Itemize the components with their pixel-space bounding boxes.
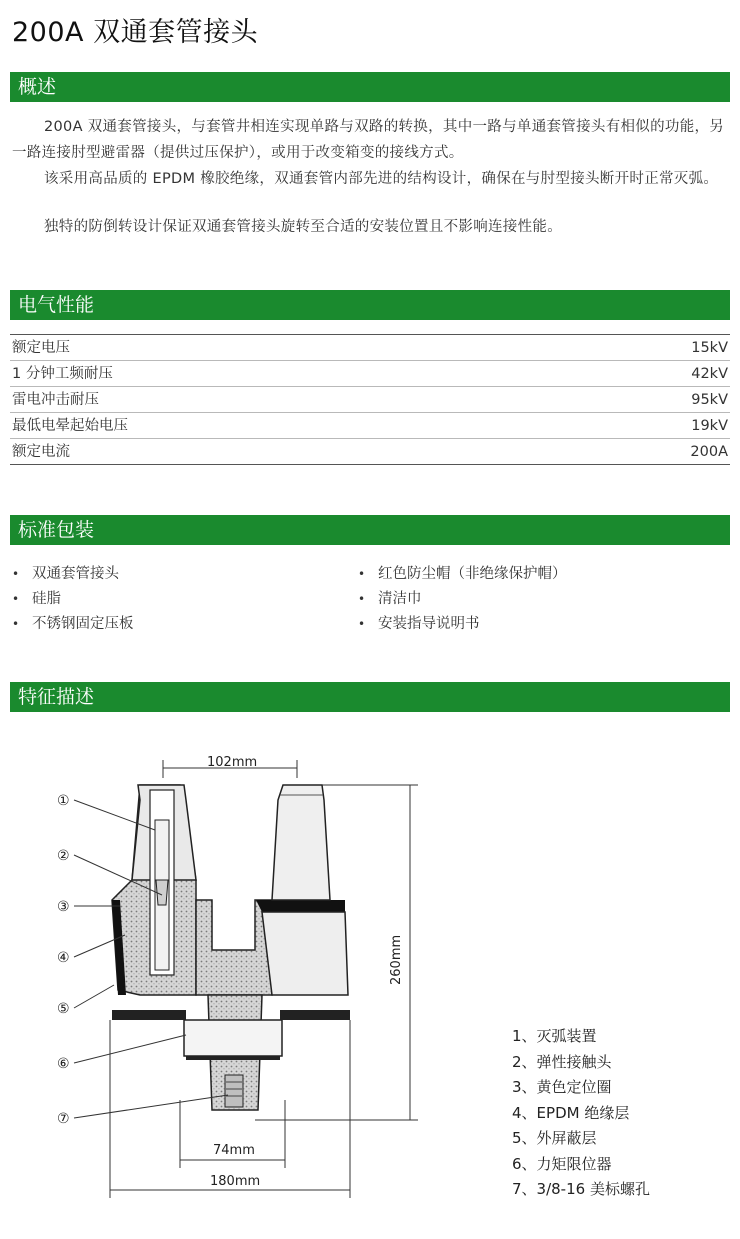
legend-item: 4、EPDM 绝缘层 — [512, 1103, 630, 1122]
section-header-package: 标准包装 — [10, 515, 730, 545]
list-item — [12, 587, 134, 612]
legend-item: 7、3/8-16 美标螺孔 — [512, 1180, 650, 1198]
torque-limiter — [184, 1020, 282, 1056]
overview-paragraph-3: 独特的防倒转设计保证双通套管接头旋转至合适的安装位置且不影响连接性能。 — [44, 219, 562, 235]
legend-item: 6、力矩限位器 — [512, 1154, 612, 1173]
callout-5: ⑤ — [57, 1001, 70, 1017]
spec-row — [10, 387, 730, 413]
legend-item: 2、弹性接触头 — [512, 1052, 612, 1071]
spec-label: 额定电压 — [12, 340, 70, 356]
diagram-legend — [512, 1024, 650, 1203]
spec-value: 95kV — [691, 392, 728, 408]
callout-2: ② — [57, 848, 70, 864]
overview-paragraph-2: 该采用高品质的 EPDM 橡胶绝缘，双通套管内部先进的结构设计，确保在与肘型接头断开时正常灭弧。 — [44, 171, 719, 187]
dimension-height-label: 260mm — [389, 934, 404, 985]
spec-row — [10, 413, 730, 439]
section-header-electrical: 电气性能 — [10, 290, 730, 320]
right-top-cone — [272, 785, 330, 900]
right-body — [262, 912, 348, 995]
bullet-icon: • — [358, 592, 366, 606]
bullet-icon: • — [12, 567, 20, 581]
spec-row — [10, 334, 730, 361]
spec-label: 最低电晕起始电压 — [12, 418, 128, 434]
spec-value: 15kV — [691, 340, 728, 356]
dimension-top-label: 102mm — [207, 755, 258, 770]
spec-row — [10, 439, 730, 465]
threaded-hole — [225, 1075, 243, 1107]
bullet-icon: • — [12, 592, 20, 606]
contact-tip — [156, 880, 168, 905]
callout-4: ④ — [57, 950, 70, 966]
package-item-label: 双通套管接头 — [32, 566, 119, 582]
package-list-left — [12, 562, 134, 637]
list-item — [358, 587, 567, 612]
legend-item: 3、黄色定位圈 — [512, 1078, 612, 1096]
spec-row — [10, 361, 730, 387]
package-item-label: 红色防尘帽（非绝缘保护帽） — [378, 566, 567, 582]
bridge-body — [196, 900, 272, 995]
legend-item: 5、外屏蔽层 — [512, 1129, 597, 1147]
package-list-right — [358, 562, 567, 637]
legend-item: 1、灭弧装置 — [512, 1027, 597, 1045]
spec-value: 19kV — [691, 418, 728, 434]
spec-value: 42kV — [691, 366, 728, 382]
list-item — [12, 612, 134, 637]
callout-3: ③ — [57, 899, 70, 915]
bullet-icon: • — [358, 617, 366, 631]
list-item — [12, 562, 134, 587]
package-item-label: 安装指导说明书 — [378, 616, 480, 632]
callout-7: ⑦ — [57, 1111, 70, 1127]
dimension-base-label: 180mm — [210, 1174, 261, 1189]
spec-table — [10, 334, 730, 465]
spec-value: 200A — [690, 444, 728, 460]
bullet-icon: • — [358, 567, 366, 581]
spec-label: 额定电流 — [12, 444, 70, 460]
list-item — [358, 562, 567, 587]
section-header-overview: 概述 — [10, 72, 730, 102]
callout-6: ⑥ — [57, 1056, 70, 1072]
overview-paragraph-1: 200A 双通套管接头，与套管井相连实现单路与双路的转换，其中一路与单通套管接头有相似的功能，另一路连接肘型避雷器（提供过压保护），或用于改变箱变的接线方式。 — [12, 119, 725, 161]
package-item-label: 清洁巾 — [378, 591, 422, 607]
callout-1: ① — [57, 793, 70, 809]
page-title: 200A 双通套管接头 — [12, 17, 259, 48]
package-item-label: 不锈钢固定压板 — [32, 616, 134, 632]
right-shield-band — [256, 900, 345, 912]
bullet-icon: • — [12, 617, 20, 631]
dimension-inner-label: 74mm — [213, 1143, 255, 1158]
package-item-label: 硅脂 — [32, 591, 61, 607]
list-item — [358, 612, 567, 637]
section-header-features: 特征描述 — [10, 682, 730, 712]
spec-label: 雷电冲击耐压 — [12, 392, 99, 408]
spec-label: 1 分钟工频耐压 — [12, 366, 113, 382]
